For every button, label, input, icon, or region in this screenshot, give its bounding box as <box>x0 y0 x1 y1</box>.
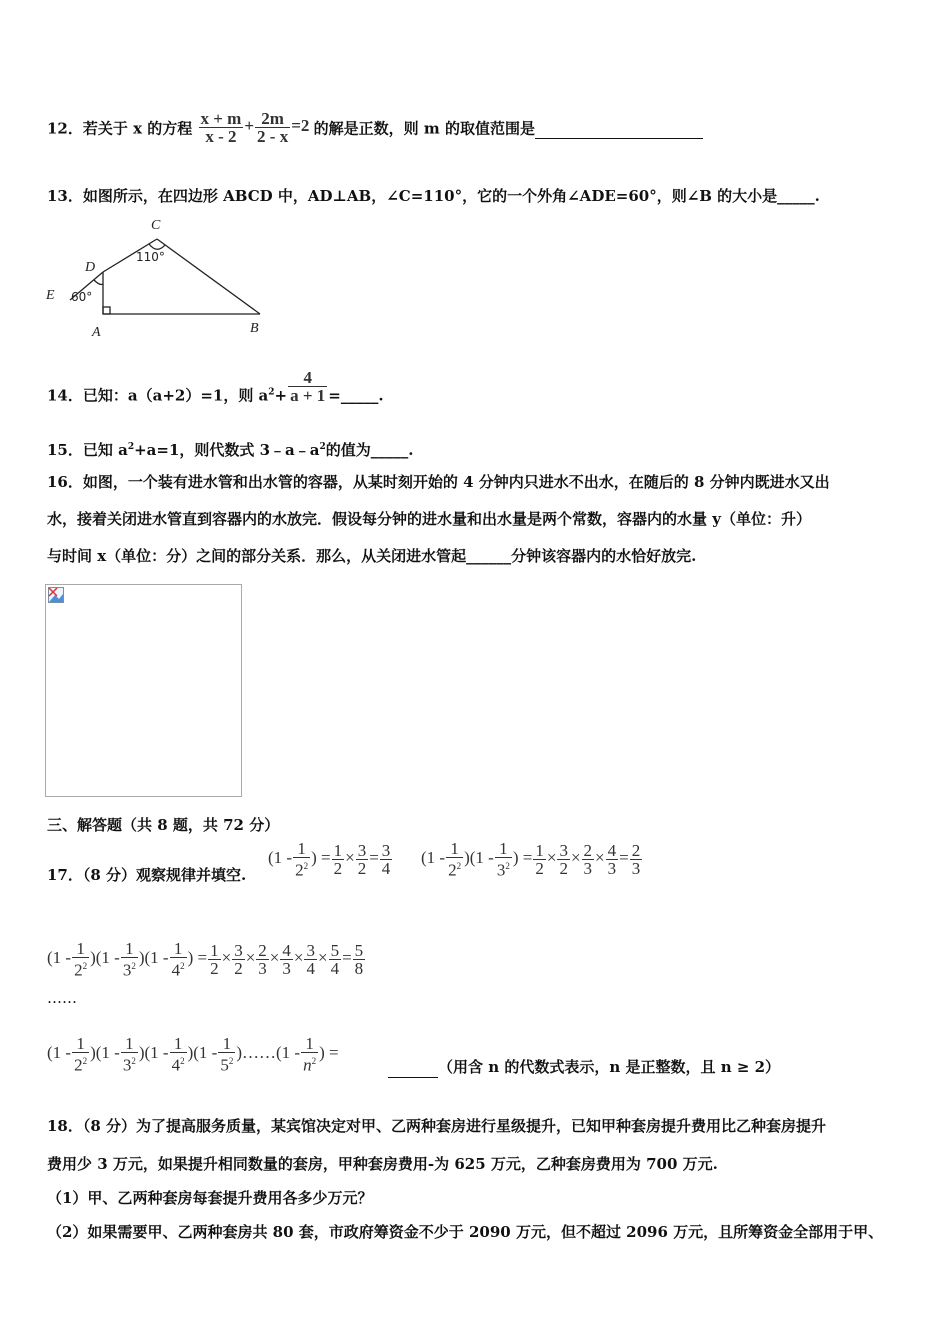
q13-angle-d-label: 60° <box>71 290 93 304</box>
q17-formula-2: (1 - $\frac{1}{2^2}$ )(1 - $\frac{1}{3^2}$ ) = $\frac{1}{2}$ × $\frac{3}{2}$ × $\frac{2}{3}$ × $\frac{4}{3}$ = $\frac{2}{3}$ <box>421 839 641 880</box>
q13-right-angle-mark <box>103 307 110 314</box>
q15-suffix: 的值为_____. <box>325 441 414 459</box>
q18-line-4: （2）如果需要甲、乙两种套房共 80 套，市政府筹资金不少于 2090 万元，但不超过 2096 万元，且所筹资金全部用于甲、 <box>47 1223 884 1241</box>
q13-label-b: B <box>250 321 259 336</box>
q18-line-2: 费用少 3 万元，如果提升相同数量的套房，甲种套房费用-为 625 万元，乙种套房费用为 700 万元. <box>47 1155 718 1173</box>
q14-exponent: 2 <box>268 387 275 398</box>
q17-formula-3: (1 - $\frac{1}{2^2}$ )(1 - $\frac{1}{3^2}$ )(1 - $\frac{1}{4^2}$ ) = $\frac{1}{2}$ × $\frac{3}{2}$ × $\frac{2}{3}$ × $\frac{4}{3}$ × $\frac{3}{4}$ × $\frac{5}{4}$ = $\frac{5}{8}$ <box>47 939 364 980</box>
q14-fraction-numerator: 4 <box>303 368 312 387</box>
q17-answer-blank[interactable] <box>388 1057 438 1078</box>
q14-equation <box>287 368 328 405</box>
q14-plus: + <box>274 386 288 405</box>
q14-prefix: 14．已知：a（a+2）=1，则 a <box>47 386 269 405</box>
q15 <box>47 437 414 460</box>
q12 <box>47 109 703 147</box>
q17-formula-4: (1 - $\frac{1}{2^2}$ )(1 - $\frac{1}{3^2}$ )(1 - $\frac{1}{4^2}$ )(1 - $\frac{1}{5^2}$ )……(1 - $\frac{1}{n^2}$ ) = <box>47 1034 339 1075</box>
q13-label-c: C <box>151 218 161 233</box>
q12-fraction-2 <box>255 110 290 145</box>
q14-suffix: =_____. <box>328 386 384 405</box>
q13-angle-c-label: 110° <box>136 250 165 264</box>
q12-fraction-1-denominator: x - 2 <box>199 127 244 145</box>
q18-line-3: （1）甲、乙两种套房每套提升费用各多少万元？ <box>47 1189 373 1207</box>
q13-label-a: A <box>92 325 101 340</box>
q17-label: 17．（8 分）观察规律并填空. <box>47 866 247 884</box>
q13-label-d: D <box>85 260 96 275</box>
q16-line-1: 16．如图，一个装有进水管和出水管的容器，从某时刻开始的 4 分钟内只进水不出水，在随后的 8 分钟内既进水又出 <box>47 473 830 491</box>
q14-fraction <box>288 369 327 404</box>
q13-angle-d-arc <box>94 280 103 285</box>
q13-label-e: E <box>46 288 55 303</box>
q12-answer-blank[interactable] <box>535 118 703 139</box>
q12-rhs: =2 <box>291 116 310 136</box>
section-3-heading: 三、解答题（共 8 题，共 72 分） <box>47 816 280 834</box>
q12-equation: $\frac{x + m}{x - 2}$ + $\frac{2m}{2 - x}$ =2 <box>200 109 310 146</box>
q12-fraction-1-numerator: x + m <box>200 109 242 128</box>
q16-line-3: 与时间 x（单位：分）之间的部分关系．那么，从关闭进水管起______分钟该容器内的水恰好放完. <box>47 547 697 565</box>
q17-answer-line <box>388 1057 780 1078</box>
q13-angle-c-arc <box>149 244 165 249</box>
q14-fraction-denominator: a + 1 <box>290 386 326 405</box>
q15-exponent-1: 2 <box>127 442 135 452</box>
q17-ellipsis: …… <box>47 989 77 1007</box>
q13-segment-cb <box>157 239 260 314</box>
q17-formula-1: (1 - $\frac{1}{2^2}$ ) = $\frac{1}{2}$ × $\frac{3}{2}$ = $\frac{3}{4}$ <box>268 839 391 880</box>
q12-fraction-1 <box>199 110 244 145</box>
q12-fraction-2-numerator: 2m <box>261 109 284 128</box>
q13-text: 13．如图所示，在四边形 ABCD 中，AD⊥AB，∠C=110°，它的一个外角∠ADE=60°，则∠B 的大小是_____. <box>47 187 820 205</box>
q12-prefix: 12．若关于 x 的方程 <box>47 119 193 138</box>
q14 <box>47 368 384 414</box>
q15-mid: +a=1，则代数式 3﹣a﹣a <box>134 441 320 459</box>
q17-tail: （用含 n 的代数式表示，n 是正整数，且 n ≥ 2） <box>438 1058 781 1076</box>
q12-fraction-2-denominator: 2 - x <box>257 127 289 146</box>
broken-image-icon <box>48 587 64 603</box>
q15-prefix: 15．已知 a <box>47 441 128 459</box>
q18-line-1: 18．（8 分）为了提高服务质量，某宾馆决定对甲、乙两种套房进行星级提升，已知甲种套房提升费用比乙种套房提升 <box>47 1117 827 1135</box>
q16-image-placeholder <box>45 584 242 797</box>
q15-exponent-2: 2 <box>319 442 326 452</box>
q16-line-2: 水，接着关闭进水管直到容器内的水放完．假设每分钟的进水量和出水量是两个常数，容器内的水量 y（单位：升） <box>47 510 811 528</box>
q12-suffix: 的解是正数，则 m 的取值范围是 <box>313 119 535 138</box>
q13-figure <box>40 214 280 344</box>
